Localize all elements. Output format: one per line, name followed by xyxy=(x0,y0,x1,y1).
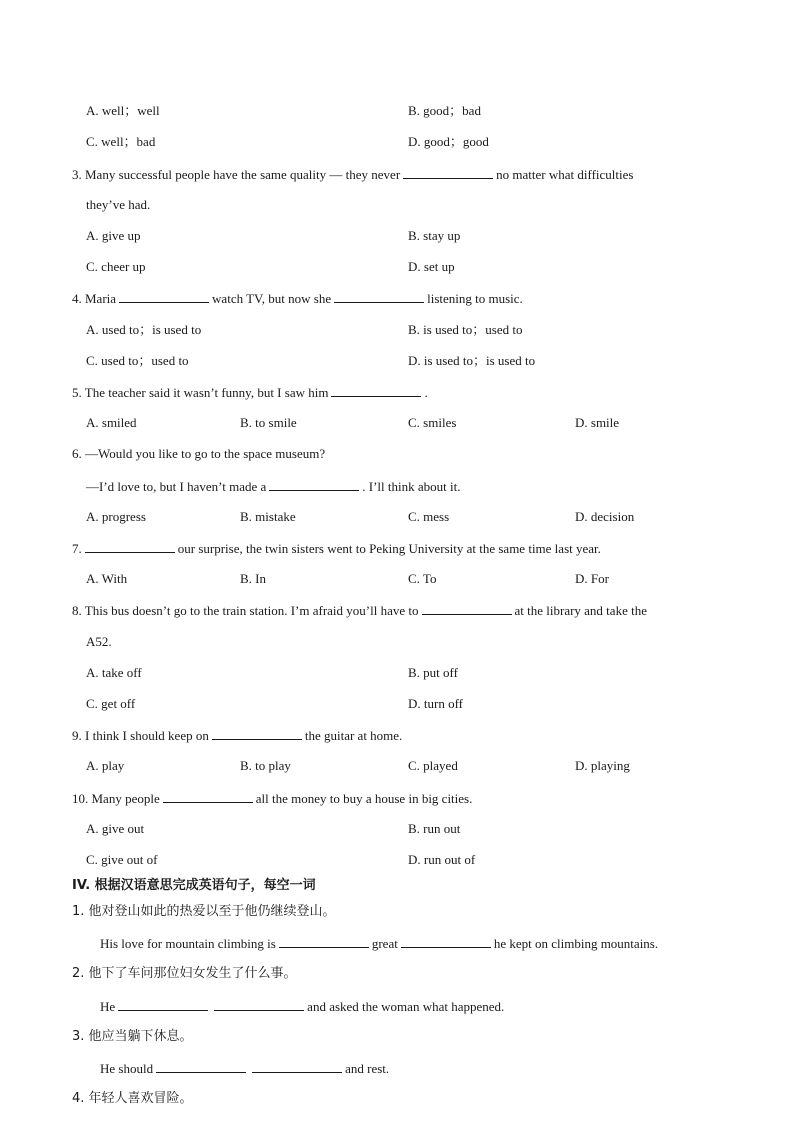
q5-option-d: D. smile xyxy=(575,415,620,430)
s2-pre: He xyxy=(100,999,116,1014)
q10-option-c: C. give out of xyxy=(86,852,158,867)
q4-option-a: A. used to；is used to xyxy=(86,322,202,337)
q8-stem-post: at the library and take the xyxy=(514,603,647,618)
s3-blank-2 xyxy=(252,1060,342,1073)
q5-option-a: A. smiled xyxy=(86,415,137,430)
q10-stem-pre: 10. Many people xyxy=(72,791,160,806)
s1-blank-1 xyxy=(279,935,369,948)
q5-stem-post: . xyxy=(424,385,428,400)
q5-stem-pre: 5. The teacher said it wasn’t funny, but I saw him xyxy=(72,385,329,400)
s2-post: and asked the woman what happened. xyxy=(307,999,505,1014)
q8-stem-cont: A52. xyxy=(86,634,112,649)
q4-stem-post: listening to music. xyxy=(427,291,523,306)
s2-blank-2 xyxy=(214,998,304,1011)
q7-blank xyxy=(85,540,175,553)
q2-option-c: C. well；bad xyxy=(86,134,156,149)
q10-stem-post: all the money to buy a house in big cities. xyxy=(255,791,473,806)
q4-stem xyxy=(72,290,523,307)
q7-option-d: D. For xyxy=(575,571,609,586)
q6-stem-post: . I’ll think about it. xyxy=(362,479,461,494)
q3-stem-cont: they’ve had. xyxy=(86,197,151,212)
q8-stem-pre: 8. This bus doesn’t go to the train station. I’m afraid you’ll have to xyxy=(72,603,419,618)
q4-blank-2 xyxy=(334,290,424,303)
q10-option-a: A. give out xyxy=(86,821,145,836)
q7-option-b: B. In xyxy=(240,571,266,586)
q3-option-d: D. set up xyxy=(408,259,455,274)
q9-stem-post: the guitar at home. xyxy=(304,728,403,743)
q9-blank xyxy=(212,727,302,740)
q6-stem-line1: 6. —Would you like to go to the space museum? xyxy=(72,446,326,461)
s3-chinese: 3. 他应当躺下休息。 xyxy=(72,1029,193,1044)
q3-blank xyxy=(403,166,493,179)
s1-pre: His love for mountain climbing is xyxy=(100,936,276,951)
q5-stem xyxy=(72,384,428,401)
q3-stem-pre: 3. Many successful people have the same quality — they never xyxy=(72,167,401,182)
s3-pre: He should xyxy=(100,1061,154,1076)
q7-option-c: C. To xyxy=(408,571,437,586)
q3-option-a: A. give up xyxy=(86,228,141,243)
q3-option-b: B. stay up xyxy=(408,228,461,243)
s2-english xyxy=(100,998,504,1015)
q2-option-b: B. good；bad xyxy=(408,103,481,118)
q10-stem xyxy=(72,790,472,807)
q6-stem-line2 xyxy=(86,478,460,495)
q9-stem-pre: 9. I think I should keep on xyxy=(72,728,209,743)
q10-option-b: B. run out xyxy=(408,821,461,836)
s2-chinese: 2. 他下了车问那位妇女发生了什么事。 xyxy=(72,966,297,981)
s1-mid: great xyxy=(371,936,398,951)
q6-blank xyxy=(269,478,359,491)
s1-chinese: 1. 他对登山如此的热爱以至于他仍继续登山。 xyxy=(72,904,336,919)
q6-option-d: D. decision xyxy=(575,509,635,524)
q2-option-a: A. well；well xyxy=(86,103,160,118)
s1-english xyxy=(100,935,658,952)
q3-stem-post: no matter what difficulties xyxy=(496,167,634,182)
q10-blank xyxy=(163,790,253,803)
q4-blank-1 xyxy=(119,290,209,303)
q4-option-c: C. used to；used to xyxy=(86,353,189,368)
q9-stem xyxy=(72,727,402,744)
q4-stem-pre: 4. Maria xyxy=(72,291,117,306)
q7-stem-pre: 7. xyxy=(72,541,82,556)
q9-option-a: A. play xyxy=(86,758,125,773)
s2-blank-1 xyxy=(118,998,208,1011)
q6-stem-pre: —I’d love to, but I haven’t made a xyxy=(86,479,267,494)
q6-option-a: A. progress xyxy=(86,509,146,524)
q8-option-b: B. put off xyxy=(408,665,458,680)
q8-option-c: C. get off xyxy=(86,696,136,711)
q7-option-a: A. With xyxy=(86,571,128,586)
q8-blank xyxy=(422,602,512,615)
s4-chinese: 4. 年轻人喜欢冒险。 xyxy=(72,1091,193,1106)
s1-post: he kept on climbing mountains. xyxy=(493,936,659,951)
q3-option-c: C. cheer up xyxy=(86,259,146,274)
q3-stem xyxy=(72,166,633,183)
q5-option-b: B. to smile xyxy=(240,415,297,430)
s1-blank-2 xyxy=(401,935,491,948)
q7-stem xyxy=(72,540,601,557)
q8-option-a: A. take off xyxy=(86,665,142,680)
s3-english xyxy=(100,1060,389,1077)
section-heading: IV. 根据汉语意思完成英语句子，每空一词 xyxy=(72,878,316,893)
q9-option-c: C. played xyxy=(408,758,458,773)
q2-option-d: D. good；good xyxy=(408,134,489,149)
q8-option-d: D. turn off xyxy=(408,696,464,711)
q10-option-d: D. run out of xyxy=(408,852,476,867)
q4-stem-mid: watch TV, but now she xyxy=(212,291,332,306)
q4-option-b: B. is used to；used to xyxy=(408,322,523,337)
s3-blank-1 xyxy=(156,1060,246,1073)
q8-stem xyxy=(72,602,647,619)
q5-blank xyxy=(331,384,421,397)
q9-option-d: D. playing xyxy=(575,758,630,773)
q7-stem-post: our surprise, the twin sisters went to Peking University at the same time last year. xyxy=(177,541,601,556)
q4-option-d: D. is used to；is used to xyxy=(408,353,536,368)
s3-post: and rest. xyxy=(345,1061,390,1076)
q6-option-c: C. mess xyxy=(408,509,450,524)
q9-option-b: B. to play xyxy=(240,758,291,773)
q6-option-b: B. mistake xyxy=(240,509,296,524)
q5-option-c: C. smiles xyxy=(408,415,457,430)
